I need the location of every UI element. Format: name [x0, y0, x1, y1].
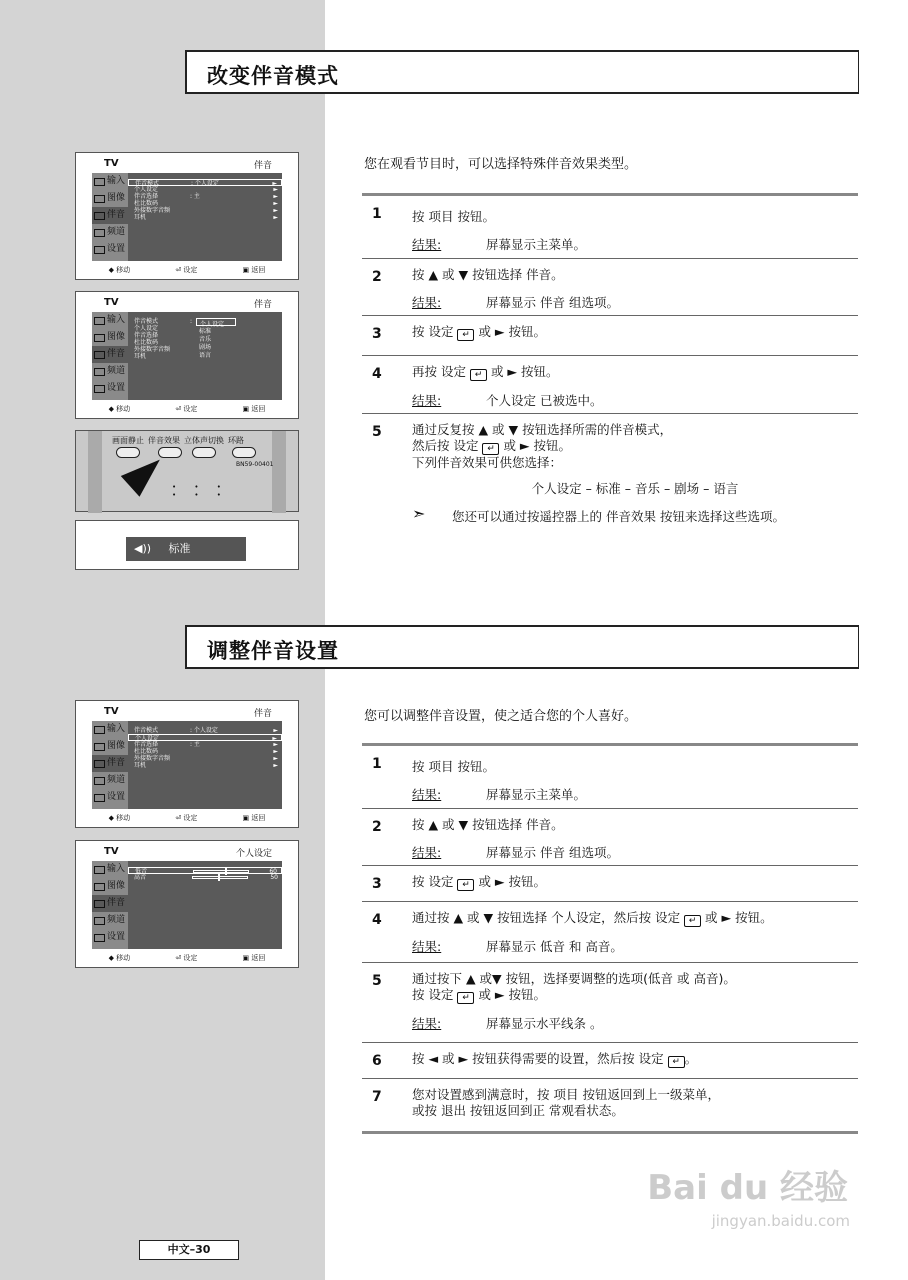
note-arrow-icon: ➣	[412, 504, 426, 523]
enter-icon: ↵	[482, 443, 499, 455]
antenna-icon	[94, 777, 105, 785]
picture-icon	[94, 195, 105, 203]
tv-label: TV	[104, 158, 119, 169]
enter-icon: ↵	[457, 879, 474, 891]
section-title: 改变伴音模式	[207, 64, 339, 88]
sidebar-item: 设置	[92, 241, 128, 258]
steps-table	[362, 193, 858, 524]
watermark-logo: Bai du 经验	[647, 1168, 848, 1208]
section-heading	[185, 50, 859, 94]
menu-row: 杜比数码 ►	[134, 200, 278, 207]
remote-button-label: 立体声切换	[184, 436, 224, 445]
picture-icon	[94, 743, 105, 751]
tv-menu-screenshot: TV 伴音 输入 图像 伴音 频道 设置 伴音模式 : 个人设定 ► 个人设定 ► 伴音选择 : 主 ► 杜比数码 ► 外接数字音频 ► 耳机 ► ◆ 移动 ⏎ 设定 ▣ 返回	[75, 700, 299, 828]
page-number: 中文–30	[139, 1240, 239, 1260]
remote-button-label: 环路	[228, 436, 244, 445]
antenna-icon	[94, 229, 105, 237]
input-icon	[94, 726, 105, 734]
input-icon	[94, 178, 105, 186]
remote-model: BN59-00401	[236, 461, 274, 468]
menu-row: 外接数字音频 ►	[134, 207, 278, 214]
menu-row: 耳机 ►	[134, 214, 278, 221]
tv-menu-screenshot	[75, 152, 299, 280]
enter-icon: ↵	[684, 915, 701, 927]
slider-row: 低音 60	[128, 867, 282, 874]
speaker-icon	[94, 212, 105, 220]
menu-title: 伴音	[253, 161, 272, 171]
menu-footer: ◆ 移动 ⏎ 设定 ▣ 返回	[108, 266, 266, 274]
watermark-url: jingyan.baidu.com	[711, 1212, 850, 1230]
menu-sidebar	[92, 173, 128, 261]
enter-icon: ↵	[470, 369, 487, 381]
sidebar-item: 输入	[92, 173, 128, 190]
tv-menu-screenshot: TV 个人设定 输入 图像 伴音 频道 设置 低音 60 高音 50 ◆ 移动 ⏎ 设定 ▣ 返回	[75, 840, 299, 968]
remote-button-label: 画面静止	[112, 436, 144, 445]
step-row: 5 通过反复按 ▲ 或 ▼ 按钮选择所需的伴音模式， 然后按 设定 ↵ 或 ► 按钮。 下列伴音效果可供您选择： 个人设定 – 标准 – 音乐 – 剧场 – 语言 ➣ 您还可以通过按遥控器上的 伴音效果 按钮来选择这些选项。	[362, 414, 858, 524]
picture-icon	[94, 334, 105, 342]
picture-icon	[94, 883, 105, 891]
speaker-icon	[94, 351, 105, 359]
enter-icon: ↵	[668, 1056, 685, 1068]
osd-label: 标准	[168, 542, 191, 555]
remote-control-image: 画面静止 伴音效果 立体声切换 环路 BN59-00401 • • • • • •	[75, 430, 299, 512]
step-row: 4 再按 设定 ↵ 或 ► 按钮。 结果: 个人设定 已被选中。	[362, 356, 858, 414]
tv-menu-screenshot: TV 伴音 输入 图像 伴音 频道 设置 伴音模式 : 个人设定 伴音选择 杜比数码 外接数字音频 耳机 个人设定 标准 音乐 剧场 语言 ◆ 移动 ⏎ 设定 ▣ 返回	[75, 291, 299, 419]
option-popup: 个人设定 标准 音乐 剧场 语言	[196, 318, 236, 358]
speaker-icon	[94, 760, 105, 768]
step-row: 3 按 设定 ↵ 或 ► 按钮。	[362, 316, 858, 356]
antenna-icon	[94, 368, 105, 376]
input-icon	[94, 317, 105, 325]
steps-table: 1 按 项目 按钮。 结果: 屏幕显示主菜单。 2 按 ▲ 或 ▼ 按钮选择 伴音。 结果: 屏幕显示 伴音 组选项。 3 按 设定 ↵ 或 ► 按钮。 4 通过按 ▲ 或 ▼ 按钮选择 个人设定，然后按 设定 ↵ 或 ► 按钮。 结果: 屏幕显示 低音 和 高音。 5 通过按下 ▲ 或▼ 按钮，选择要调整的选项(低音 或 高音)。 按 设定 ↵ 或 ► 按钮。 结果: 屏幕显示水平线条 。 6 按 ◄ 或 ► 按钮获得需要的设置，然后按 设定 ↵ 。 7 您对设置感到满意时，按 项目 按钮返回到上一级菜单， 或按 退出 按钮返回到正 常观看状态。	[362, 743, 858, 1134]
intro-text: 您可以调整伴音设置，使之适合您的个人喜好。	[364, 709, 638, 724]
sidebar-item: 频道	[92, 224, 128, 241]
section-heading	[185, 625, 859, 669]
setup-icon	[94, 934, 105, 942]
sound-mode-osd	[75, 520, 299, 570]
input-icon	[94, 866, 105, 874]
speaker-icon	[94, 900, 105, 908]
setup-icon	[94, 246, 105, 254]
speaker-icon: ◀))	[134, 542, 152, 555]
step-row: 2 按 ▲ 或 ▼ 按钮选择 伴音。 结果: 屏幕显示 伴音 组选项。	[362, 259, 858, 316]
step-row: 1 按 项目 按钮。 结果: 屏幕显示主菜单。	[362, 196, 858, 259]
slider-row: 高音 50	[134, 874, 278, 881]
menu-row: 伴音选择 : 主 ►	[134, 193, 278, 200]
remote-button-label: 伴音效果	[148, 436, 180, 445]
section-title: 调整伴音设置	[207, 639, 339, 663]
setup-icon	[94, 385, 105, 393]
antenna-icon	[94, 917, 105, 925]
enter-icon: ↵	[457, 329, 474, 341]
menu-row: 个人设定 ►	[134, 186, 278, 193]
intro-text: 您在观看节目时，可以选择特殊伴音效果类型。	[364, 157, 638, 172]
sidebar-item: 伴音	[92, 207, 128, 224]
setup-icon	[94, 794, 105, 802]
menu-row: 伴音模式 : 个人设定 ►	[128, 179, 282, 186]
sidebar-item: 图像	[92, 190, 128, 207]
mode-choices: 个人设定 – 标准 – 音乐 – 剧场 – 语言	[531, 481, 739, 496]
enter-icon: ↵	[457, 992, 474, 1004]
slider-knob	[218, 874, 220, 881]
menu-rows	[128, 173, 282, 261]
